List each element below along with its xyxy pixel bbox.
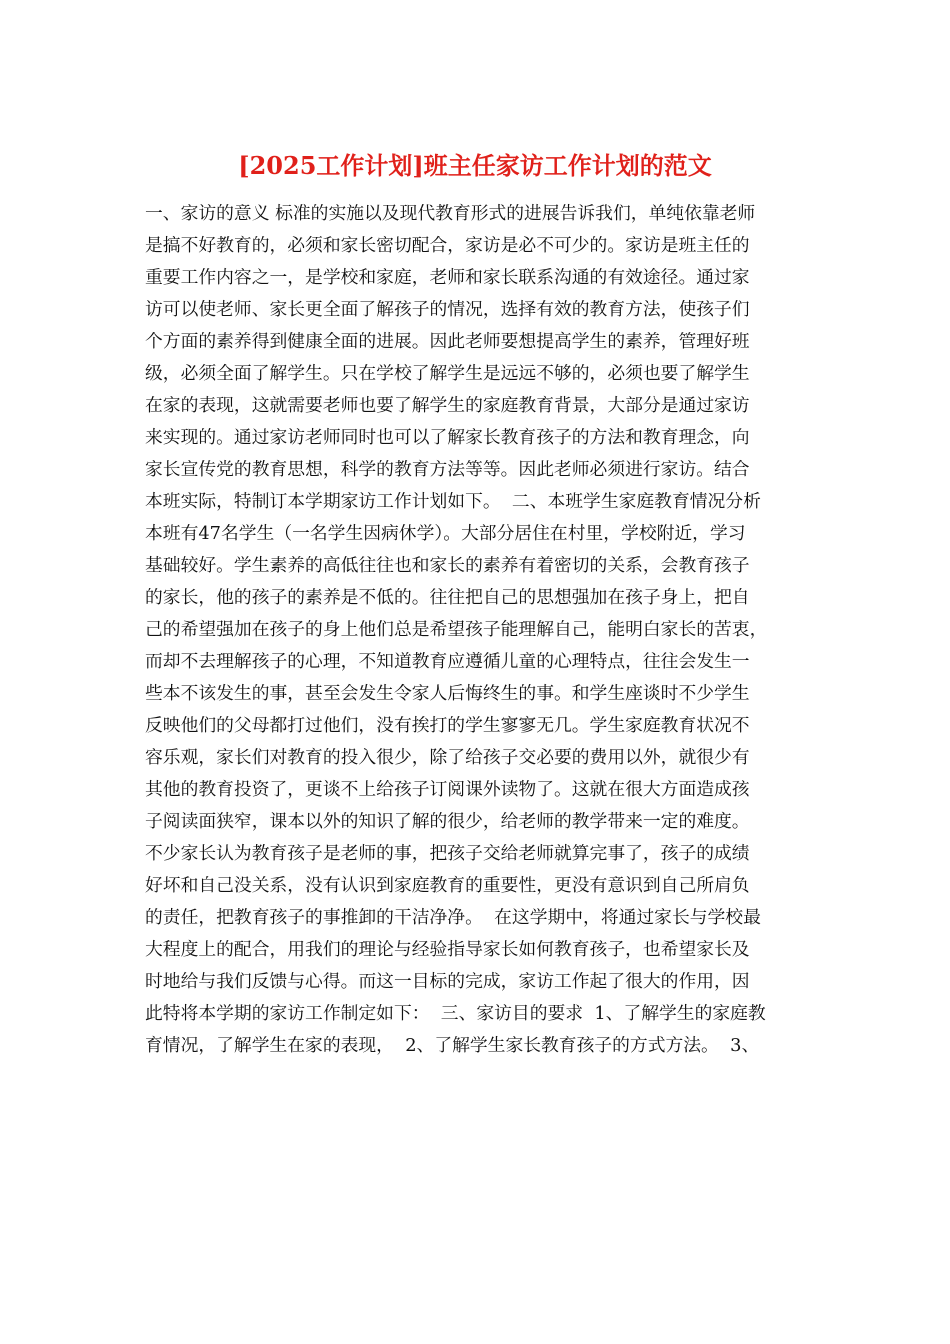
- body-line: 本班实际，特制订本学期家访工作计划如下。 二、本班学生家庭教育情况分析: [145, 491, 761, 512]
- body-line: 子阅读面狭窄，课本以外的知识了解的很少，给老师的教学带来一定的难度。: [145, 811, 750, 832]
- body-line: 访可以使老师、家长更全面了解孩子的情况，选择有效的教育方法，使孩子们: [145, 299, 750, 320]
- body-line: 大程度上的配合，用我们的理论与经验指导家长如何教育孩子，也希望家长及: [145, 939, 750, 960]
- body-line: 重要工作内容之一，是学校和家庭，老师和家长联系沟通的有效途径。通过家: [145, 267, 750, 288]
- body-line: 一、家访的意义 标准的实施以及现代教育形式的进展告诉我们，单纯依靠老师: [145, 203, 756, 224]
- body-line: 是搞不好教育的，必须和家长密切配合，家访是必不可少的。家访是班主任的: [145, 235, 750, 256]
- document-body: [145, 198, 810, 1062]
- body-line: 的家长，他的孩子的素养是不低的。往往把自己的思想强加在孩子身上，把自: [145, 587, 750, 608]
- body-line: 好坏和自己没关系，没有认识到家庭教育的重要性，更没有意识到自己所肩负: [145, 875, 750, 896]
- body-line: 来实现的。通过家访老师同时也可以了解家长教育孩子的方法和教育理念，向: [145, 427, 750, 448]
- body-line: 此特将本学期的家访工作制定如下： 三、家访目的要求 1、了解学生的家庭教: [145, 1003, 766, 1024]
- body-line: 的责任，把教育孩子的事推卸的干洁净净。 在这学期中，将通过家长与学校最: [145, 907, 761, 928]
- body-line: 基础较好。学生素养的高低往往也和家长的素养有着密切的关系，会教育孩子: [145, 555, 750, 576]
- body-line: 其他的教育投资了，更谈不上给孩子订阅课外读物了。这就在很大方面造成孩: [145, 779, 750, 800]
- body-line: 在家的表现，这就需要老师也要了解学生的家庭教育背景，大部分是通过家访: [145, 395, 750, 416]
- document-title: [2025工作计划]班主任家访工作计划的范文: [238, 151, 712, 180]
- body-line: 而却不去理解孩子的心理，不知道教育应遵循儿童的心理特点，往往会发生一: [145, 651, 750, 672]
- body-line: 己的希望强加在孩子的身上他们总是希望孩子能理解自己，能明白家长的苦衷，: [145, 619, 768, 640]
- body-line: 时地给与我们反馈与心得。而这一目标的完成，家访工作起了很大的作用，因: [145, 971, 750, 992]
- body-line: 容乐观，家长们对教育的投入很少，除了给孩子交必要的费用以外，就很少有: [145, 747, 750, 768]
- body-line: 本班有47名学生（一名学生因病休学）。大部分居住在村里，学校附近，学习: [145, 523, 746, 544]
- body-line: 育情况，了解学生在家的表现， 2、了解学生家长教育孩子的方式方法。 3、: [145, 1035, 760, 1056]
- body-line: 家长宣传党的教育思想，科学的教育方法等等。因此老师必须进行家访。结合: [145, 459, 750, 480]
- body-line: 个方面的素养得到健康全面的进展。因此老师要想提高学生的素养，管理好班: [145, 331, 750, 352]
- body-line: 些本不该发生的事，甚至会发生令家人后悔终生的事。和学生座谈时不少学生: [145, 683, 750, 704]
- body-line: 不少家长认为教育孩子是老师的事，把孩子交给老师就算完事了，孩子的成绩: [145, 843, 750, 864]
- body-line: 反映他们的父母都打过他们，没有挨打的学生寥寥无几。学生家庭教育状况不: [145, 715, 750, 736]
- body-line: 级，必须全面了解学生。只在学校了解学生是远远不够的，必须也要了解学生: [145, 363, 750, 384]
